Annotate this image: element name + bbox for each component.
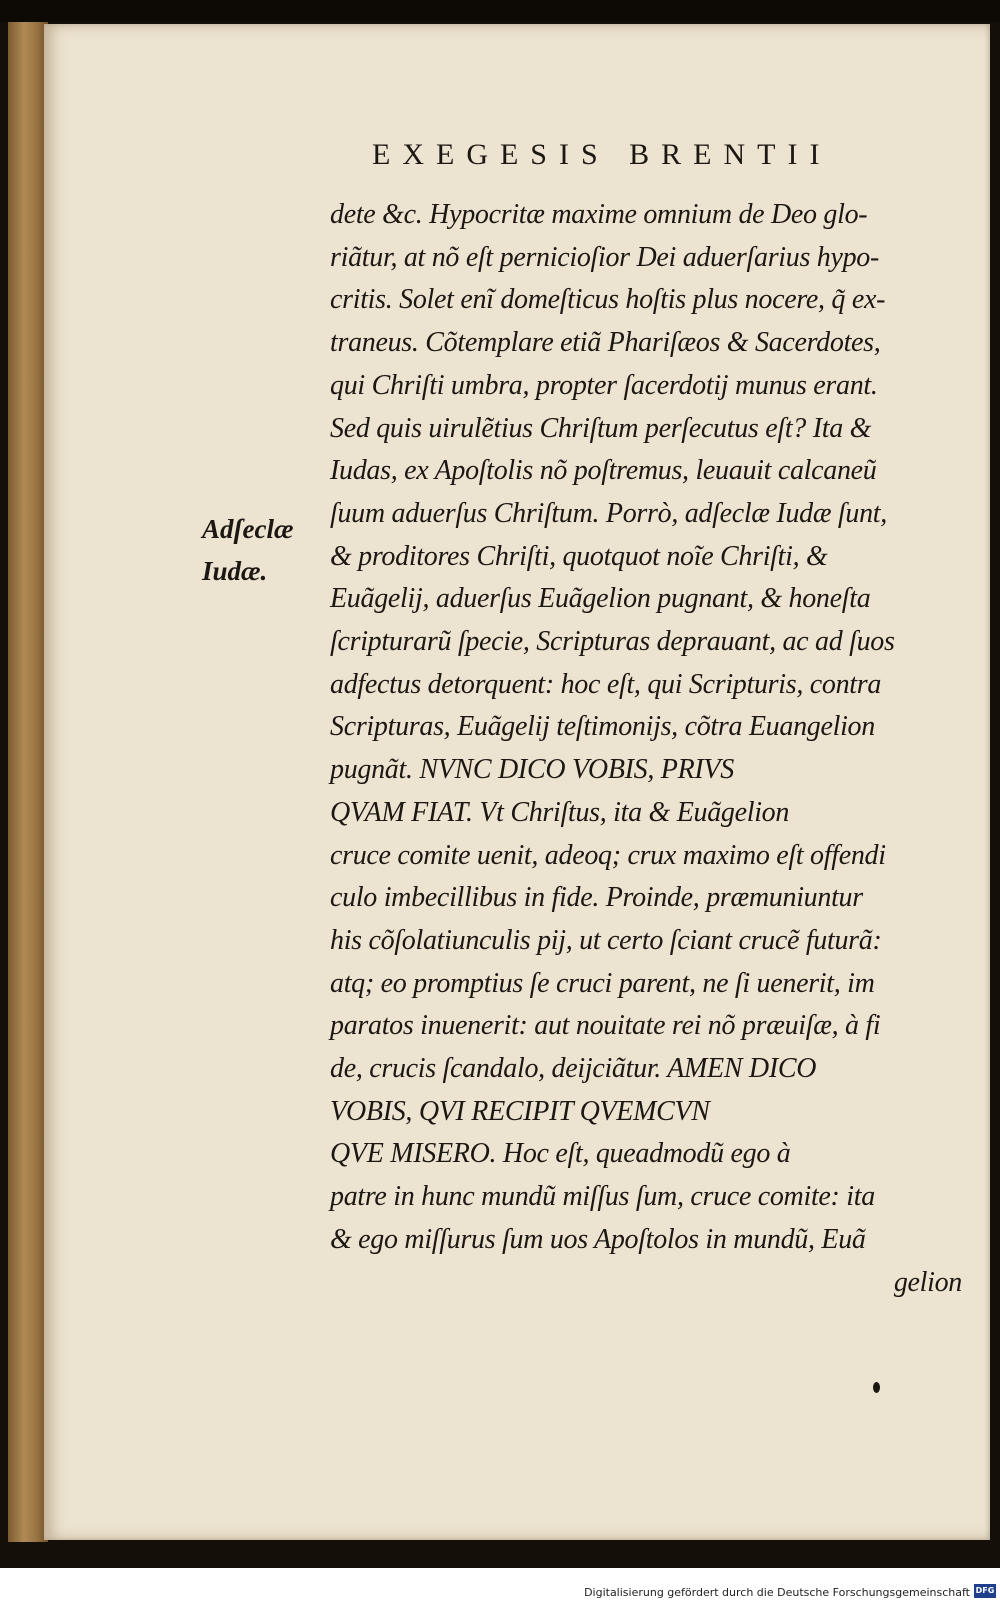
text-line: & proditores Chriſti, quotquot noĩe Chriſti, & [330,540,828,572]
text-line: atq; eo promptius ſe cruci parent, ne ſi uenerit, im [330,967,875,999]
text-line: QVAM FIAT. Vt Chriſtus, ita & Euãgelion [330,796,790,828]
marginal-note-line: Adſeclæ [202,514,294,544]
book-spine-edge [8,22,48,1542]
top-edge [0,0,1000,22]
text-line: de, crucis ſcandalo, deijciãtur. AMEN DICO [330,1053,817,1085]
text-line: his cõſolatiunculis pij, ut certo ſciant crucẽ futurã: [330,924,882,956]
text-line: Iudas, ex Apoſtolis nõ poſtremus, leuauit calcaneũ [330,455,877,487]
text-line: culo imbecillibus in fide. Proinde, præmuniuntur [330,882,863,914]
marginal-note-line: Iudæ. [202,556,268,586]
text-line: QVE MISERO. Hoc eſt, queadmodũ ego à [330,1138,791,1170]
text-line: traneus. Cõtemplare etiã Phariſæos & Sacerdotes, [330,327,881,359]
body-text [330,194,970,1304]
text-line: qui Chriſti umbra, propter ſacerdotij munus erant. [330,369,878,401]
catchword: gelion [893,1266,962,1298]
text-line: cruce comite uenit, adeoq; crux maximo eſt offendi [330,839,886,871]
dfg-logo: DFG [974,1584,996,1598]
text-line: paratos inuenerit: aut nouitate rei nõ præuiſæ, à fi [330,1010,881,1042]
text-line: & ego miſſurus ſum uos Apoſtolos in mundũ, Euã [330,1223,866,1255]
text-line: critis. Solet enĩ domeſticus hoſtis plus nocere, q̃ ex- [330,284,886,316]
running-head: EXEGESIS BRENTII [372,138,832,171]
ink-spot [873,1382,880,1393]
text-line: ſuum aduerſus Chriſtum. Porrò, adſeclæ Iudæ ſunt, [330,497,887,529]
text-line: dete &c. Hypocritæ maxime omnium de Deo glo- [330,199,868,230]
text-line: riãtur, at nõ eſt pernicioſior Dei aduerſarius hypo- [330,241,880,273]
text-line: Sed quis uirulẽtius Chriſtum perſecutus eſt? Ita & [330,412,872,444]
text-line: pugnãt. NVNC DICO VOBIS, PRIVS [330,754,734,786]
text-line: adfectus detorquent: hoc eſt, qui Scripturis, contra [330,668,882,700]
text-line: Scripturas, Euãgelij teſtimonijs, cõtra Euangelion [330,711,875,743]
text-line: VOBIS, QVI RECIPIT QVEMCVN [330,1095,710,1127]
marginal-note [202,508,293,592]
digitization-credit: Digitalisierung gefördert durch die Deutsche Forschungsgemeinschaft [584,1586,970,1599]
text-line: ſcripturarũ ſpecie, Scripturas deprauant, ac ad ſuos [330,626,895,658]
text-line: patre in hunc mundũ miſſus ſum, cruce comite: ita [330,1181,875,1213]
text-line: Euãgelij, aduerſus Euãgelion pugnant, & honeſta [330,583,871,615]
